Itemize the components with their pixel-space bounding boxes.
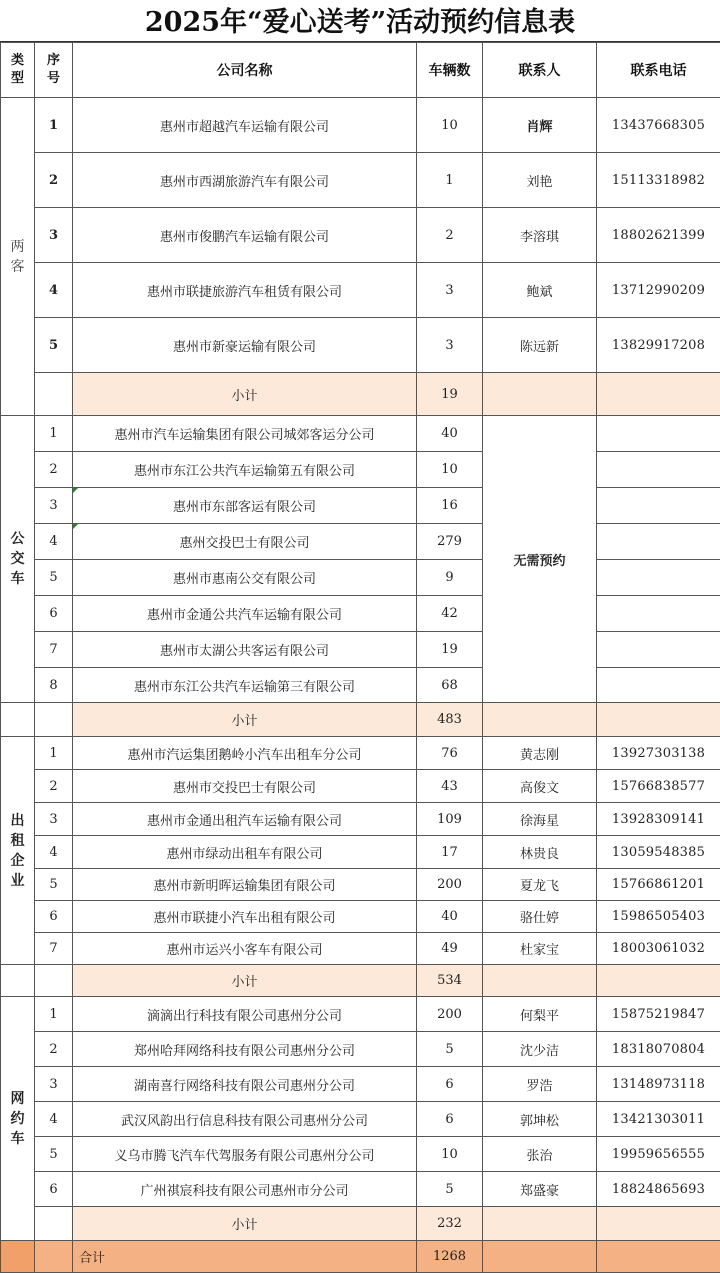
total-blank [483, 1241, 597, 1273]
group-label-char: 业 [1, 871, 34, 891]
row-company: 惠州市太湖公共客运有限公司 [73, 632, 417, 668]
subtotal-row [1, 703, 720, 737]
row-company: 惠州市东江公共汽车运输第三有限公司 [73, 668, 417, 703]
row-vehicles: 17 [417, 836, 483, 869]
row-phone-blank [597, 596, 720, 632]
header-type-line2: 型 [1, 70, 34, 88]
row-seq: 5 [35, 560, 73, 596]
row-phone: 18824865693 [597, 1172, 720, 1207]
row-phone-blank [597, 488, 720, 524]
row-contact: 郭坤松 [483, 1102, 597, 1137]
subtotal-blank [597, 965, 720, 997]
table-row [1, 560, 720, 596]
row-contact: 郑盛豪 [483, 1172, 597, 1207]
header-seq-line2: 号 [35, 70, 72, 88]
subtotal-label: 小计 [73, 373, 417, 416]
subtotal-row [1, 1207, 720, 1241]
row-vehicles: 68 [417, 668, 483, 703]
group-label-char: 公 [1, 529, 34, 549]
group-label-ridehail [1, 997, 35, 1241]
row-contact: 刘艳 [483, 153, 597, 208]
table-row [1, 770, 720, 803]
table-row [1, 836, 720, 869]
row-seq: 5 [35, 869, 73, 901]
subtotal-label: 小计 [73, 965, 417, 997]
table-row [1, 933, 720, 965]
subtotal-row [1, 373, 720, 416]
row-phone-blank [597, 416, 720, 452]
row-company: 郑州哈拜网络科技有限公司惠州分公司 [73, 1032, 417, 1067]
group-label-taxi [1, 737, 35, 965]
table-row [1, 1032, 720, 1067]
group-label-char: 网 [1, 1089, 34, 1109]
row-vehicles: 109 [417, 803, 483, 836]
row-phone: 13829917208 [597, 318, 720, 373]
row-company: 惠州市新明晖运输集团有限公司 [73, 869, 417, 901]
page-title: 2025年“爱心送考”活动预约信息表 [0, 0, 720, 42]
group-label-char: 两 [1, 237, 34, 257]
group-label-char: 约 [1, 1109, 34, 1129]
row-vehicles: 200 [417, 997, 483, 1032]
row-contact: 陈远新 [483, 318, 597, 373]
row-phone: 13437668305 [597, 98, 720, 153]
row-seq: 6 [35, 596, 73, 632]
row-vehicles: 19 [417, 632, 483, 668]
header-vehicles: 车辆数 [417, 43, 483, 98]
row-seq: 4 [35, 836, 73, 869]
row-phone: 15766838577 [597, 770, 720, 803]
group-label-char: 出 [1, 811, 34, 831]
row-seq: 4 [35, 524, 73, 560]
row-seq: 3 [35, 488, 73, 524]
row-company: 湖南喜行网络科技有限公司惠州分公司 [73, 1067, 417, 1102]
group-label-char: 车 [1, 1129, 34, 1149]
row-phone: 13928309141 [597, 803, 720, 836]
subtotal-blank [483, 373, 597, 416]
header-type [1, 43, 35, 98]
row-contact: 肖辉 [483, 98, 597, 153]
row-contact: 鲍斌 [483, 263, 597, 318]
row-company: 惠州市联捷小汽车出租有限公司 [73, 901, 417, 933]
header-seq [35, 43, 73, 98]
header-company: 公司名称 [73, 43, 417, 98]
row-vehicles: 42 [417, 596, 483, 632]
row-phone-blank [597, 668, 720, 703]
total-row [1, 1241, 720, 1273]
row-seq: 2 [35, 452, 73, 488]
row-seq: 6 [35, 1172, 73, 1207]
row-seq: 2 [35, 770, 73, 803]
row-company: 惠州市东部客运有限公司 [73, 488, 417, 524]
subtotal-value: 483 [417, 703, 483, 737]
row-seq: 7 [35, 933, 73, 965]
row-vehicles: 3 [417, 263, 483, 318]
row-phone-blank [597, 452, 720, 488]
row-company: 惠州市汽车运输集团有限公司城郊客运分公司 [73, 416, 417, 452]
row-seq: 6 [35, 901, 73, 933]
row-phone: 18318070804 [597, 1032, 720, 1067]
subtotal-row [1, 965, 720, 997]
row-company: 惠州市运兴小客车有限公司 [73, 933, 417, 965]
row-vehicles: 43 [417, 770, 483, 803]
row-contact: 罗浩 [483, 1067, 597, 1102]
subtotal-type-blank [1, 703, 35, 737]
row-vehicles: 6 [417, 1102, 483, 1137]
table-row [1, 869, 720, 901]
row-seq: 3 [35, 803, 73, 836]
row-seq: 7 [35, 632, 73, 668]
row-contact: 李溶琪 [483, 208, 597, 263]
table-row [1, 1102, 720, 1137]
group-label-liangke [1, 98, 35, 416]
subtotal-type-blank [1, 965, 35, 997]
row-seq: 4 [35, 1102, 73, 1137]
row-phone: 15113318982 [597, 153, 720, 208]
row-seq: 5 [35, 1137, 73, 1172]
header-type-line1: 类 [1, 52, 34, 70]
row-contact: 张治 [483, 1137, 597, 1172]
row-company: 惠州市金通出租汽车运输有限公司 [73, 803, 417, 836]
header-row [1, 43, 720, 98]
total-blank [597, 1241, 720, 1273]
subtotal-blank [483, 1207, 597, 1241]
table-row [1, 153, 720, 208]
subtotal-seq-blank [35, 965, 73, 997]
row-phone-blank [597, 632, 720, 668]
total-label: 合计 [73, 1241, 417, 1273]
row-vehicles: 3 [417, 318, 483, 373]
row-seq: 1 [35, 416, 73, 452]
row-seq: 3 [35, 208, 73, 263]
total-value: 1268 [417, 1241, 483, 1273]
subtotal-blank [483, 703, 597, 737]
table-row [1, 803, 720, 836]
booking-table [0, 42, 720, 1273]
table-row [1, 318, 720, 373]
row-company: 惠州市东江公共汽车运输第五有限公司 [73, 452, 417, 488]
row-vehicles: 10 [417, 98, 483, 153]
row-seq: 2 [35, 1032, 73, 1067]
row-vehicles: 16 [417, 488, 483, 524]
subtotal-value: 19 [417, 373, 483, 416]
total-type-blank [1, 1241, 35, 1273]
row-contact: 徐海星 [483, 803, 597, 836]
row-contact: 黄志刚 [483, 737, 597, 770]
row-contact: 夏龙飞 [483, 869, 597, 901]
row-vehicles: 200 [417, 869, 483, 901]
row-phone: 13148973118 [597, 1067, 720, 1102]
row-phone: 19959656555 [597, 1137, 720, 1172]
row-vehicles: 5 [417, 1032, 483, 1067]
table-row [1, 208, 720, 263]
row-company: 惠州市俊鹏汽车运输有限公司 [73, 208, 417, 263]
row-phone: 18003061032 [597, 933, 720, 965]
row-contact: 林贵良 [483, 836, 597, 869]
row-seq: 1 [35, 98, 73, 153]
row-phone-blank [597, 560, 720, 596]
subtotal-seq-blank [35, 1207, 73, 1241]
row-vehicles: 5 [417, 1172, 483, 1207]
subtotal-value: 534 [417, 965, 483, 997]
row-company: 惠州交投巴士有限公司 [73, 524, 417, 560]
row-company: 武汉风韵出行信息科技有限公司惠州分公司 [73, 1102, 417, 1137]
row-seq: 1 [35, 737, 73, 770]
subtotal-seq-blank [35, 373, 73, 416]
table-row [1, 668, 720, 703]
row-phone: 15875219847 [597, 997, 720, 1032]
row-phone: 15986505403 [597, 901, 720, 933]
group-label-char: 企 [1, 851, 34, 871]
row-contact: 何梨平 [483, 997, 597, 1032]
table-row [1, 98, 720, 153]
table-row [1, 737, 720, 770]
row-company: 广州祺宸科技有限公司惠州市分公司 [73, 1172, 417, 1207]
group-label-char: 租 [1, 831, 34, 851]
row-vehicles: 76 [417, 737, 483, 770]
row-phone: 18802621399 [597, 208, 720, 263]
row-seq: 1 [35, 997, 73, 1032]
row-phone: 13421303011 [597, 1102, 720, 1137]
row-phone: 13712990209 [597, 263, 720, 318]
row-vehicles: 1 [417, 153, 483, 208]
row-company: 惠州市汽运集团鹅岭小汽车出租车分公司 [73, 737, 417, 770]
row-seq: 2 [35, 153, 73, 208]
row-company: 惠州市交投巴士有限公司 [73, 770, 417, 803]
row-seq: 8 [35, 668, 73, 703]
row-vehicles: 9 [417, 560, 483, 596]
row-vehicles: 6 [417, 1067, 483, 1102]
row-contact: 杜家宝 [483, 933, 597, 965]
table-row [1, 263, 720, 318]
table-row [1, 1172, 720, 1207]
total-seq-blank [35, 1241, 73, 1273]
subtotal-blank [597, 373, 720, 416]
subtotal-seq-blank [35, 703, 73, 737]
row-phone: 13927303138 [597, 737, 720, 770]
row-company: 惠州市西湖旅游汽车有限公司 [73, 153, 417, 208]
group-label-char: 客 [1, 257, 34, 277]
table-row [1, 901, 720, 933]
subtotal-blank [597, 703, 720, 737]
table-row [1, 596, 720, 632]
row-company: 惠州市超越汽车运输有限公司 [73, 98, 417, 153]
subtotal-blank [483, 965, 597, 997]
row-company: 惠州市联捷旅游汽车租赁有限公司 [73, 263, 417, 318]
row-seq: 4 [35, 263, 73, 318]
subtotal-label: 小计 [73, 1207, 417, 1241]
row-seq: 5 [35, 318, 73, 373]
row-seq: 3 [35, 1067, 73, 1102]
no-booking-note: 无需预约 [483, 416, 597, 703]
table-row [1, 524, 720, 560]
row-company: 惠州市惠南公交有限公司 [73, 560, 417, 596]
table-row [1, 488, 720, 524]
table-row [1, 1067, 720, 1102]
row-vehicles: 49 [417, 933, 483, 965]
table-row [1, 416, 720, 452]
row-company: 义乌市腾飞汽车代驾服务有限公司惠州分公司 [73, 1137, 417, 1172]
group-label-char: 车 [1, 569, 34, 589]
table-row [1, 997, 720, 1032]
row-phone: 15766861201 [597, 869, 720, 901]
header-contact: 联系人 [483, 43, 597, 98]
row-vehicles: 40 [417, 901, 483, 933]
row-phone-blank [597, 524, 720, 560]
table-row [1, 452, 720, 488]
subtotal-blank [597, 1207, 720, 1241]
row-contact: 高俊文 [483, 770, 597, 803]
group-label-char: 交 [1, 549, 34, 569]
row-contact: 沈少洁 [483, 1032, 597, 1067]
row-company: 惠州市绿动出租车有限公司 [73, 836, 417, 869]
row-vehicles: 10 [417, 452, 483, 488]
table-row [1, 632, 720, 668]
row-vehicles: 10 [417, 1137, 483, 1172]
row-phone: 13059548385 [597, 836, 720, 869]
header-phone: 联系电话 [597, 43, 720, 98]
subtotal-label: 小计 [73, 703, 417, 737]
table-row [1, 1137, 720, 1172]
header-seq-line1: 序 [35, 52, 72, 70]
row-vehicles: 2 [417, 208, 483, 263]
row-vehicles: 40 [417, 416, 483, 452]
row-company: 滴滴出行科技有限公司惠州分公司 [73, 997, 417, 1032]
subtotal-value: 232 [417, 1207, 483, 1241]
row-company: 惠州市金通公共汽车运输有限公司 [73, 596, 417, 632]
row-vehicles: 279 [417, 524, 483, 560]
row-company: 惠州市新豪运输有限公司 [73, 318, 417, 373]
row-contact: 骆仕婷 [483, 901, 597, 933]
group-label-bus [1, 416, 35, 703]
